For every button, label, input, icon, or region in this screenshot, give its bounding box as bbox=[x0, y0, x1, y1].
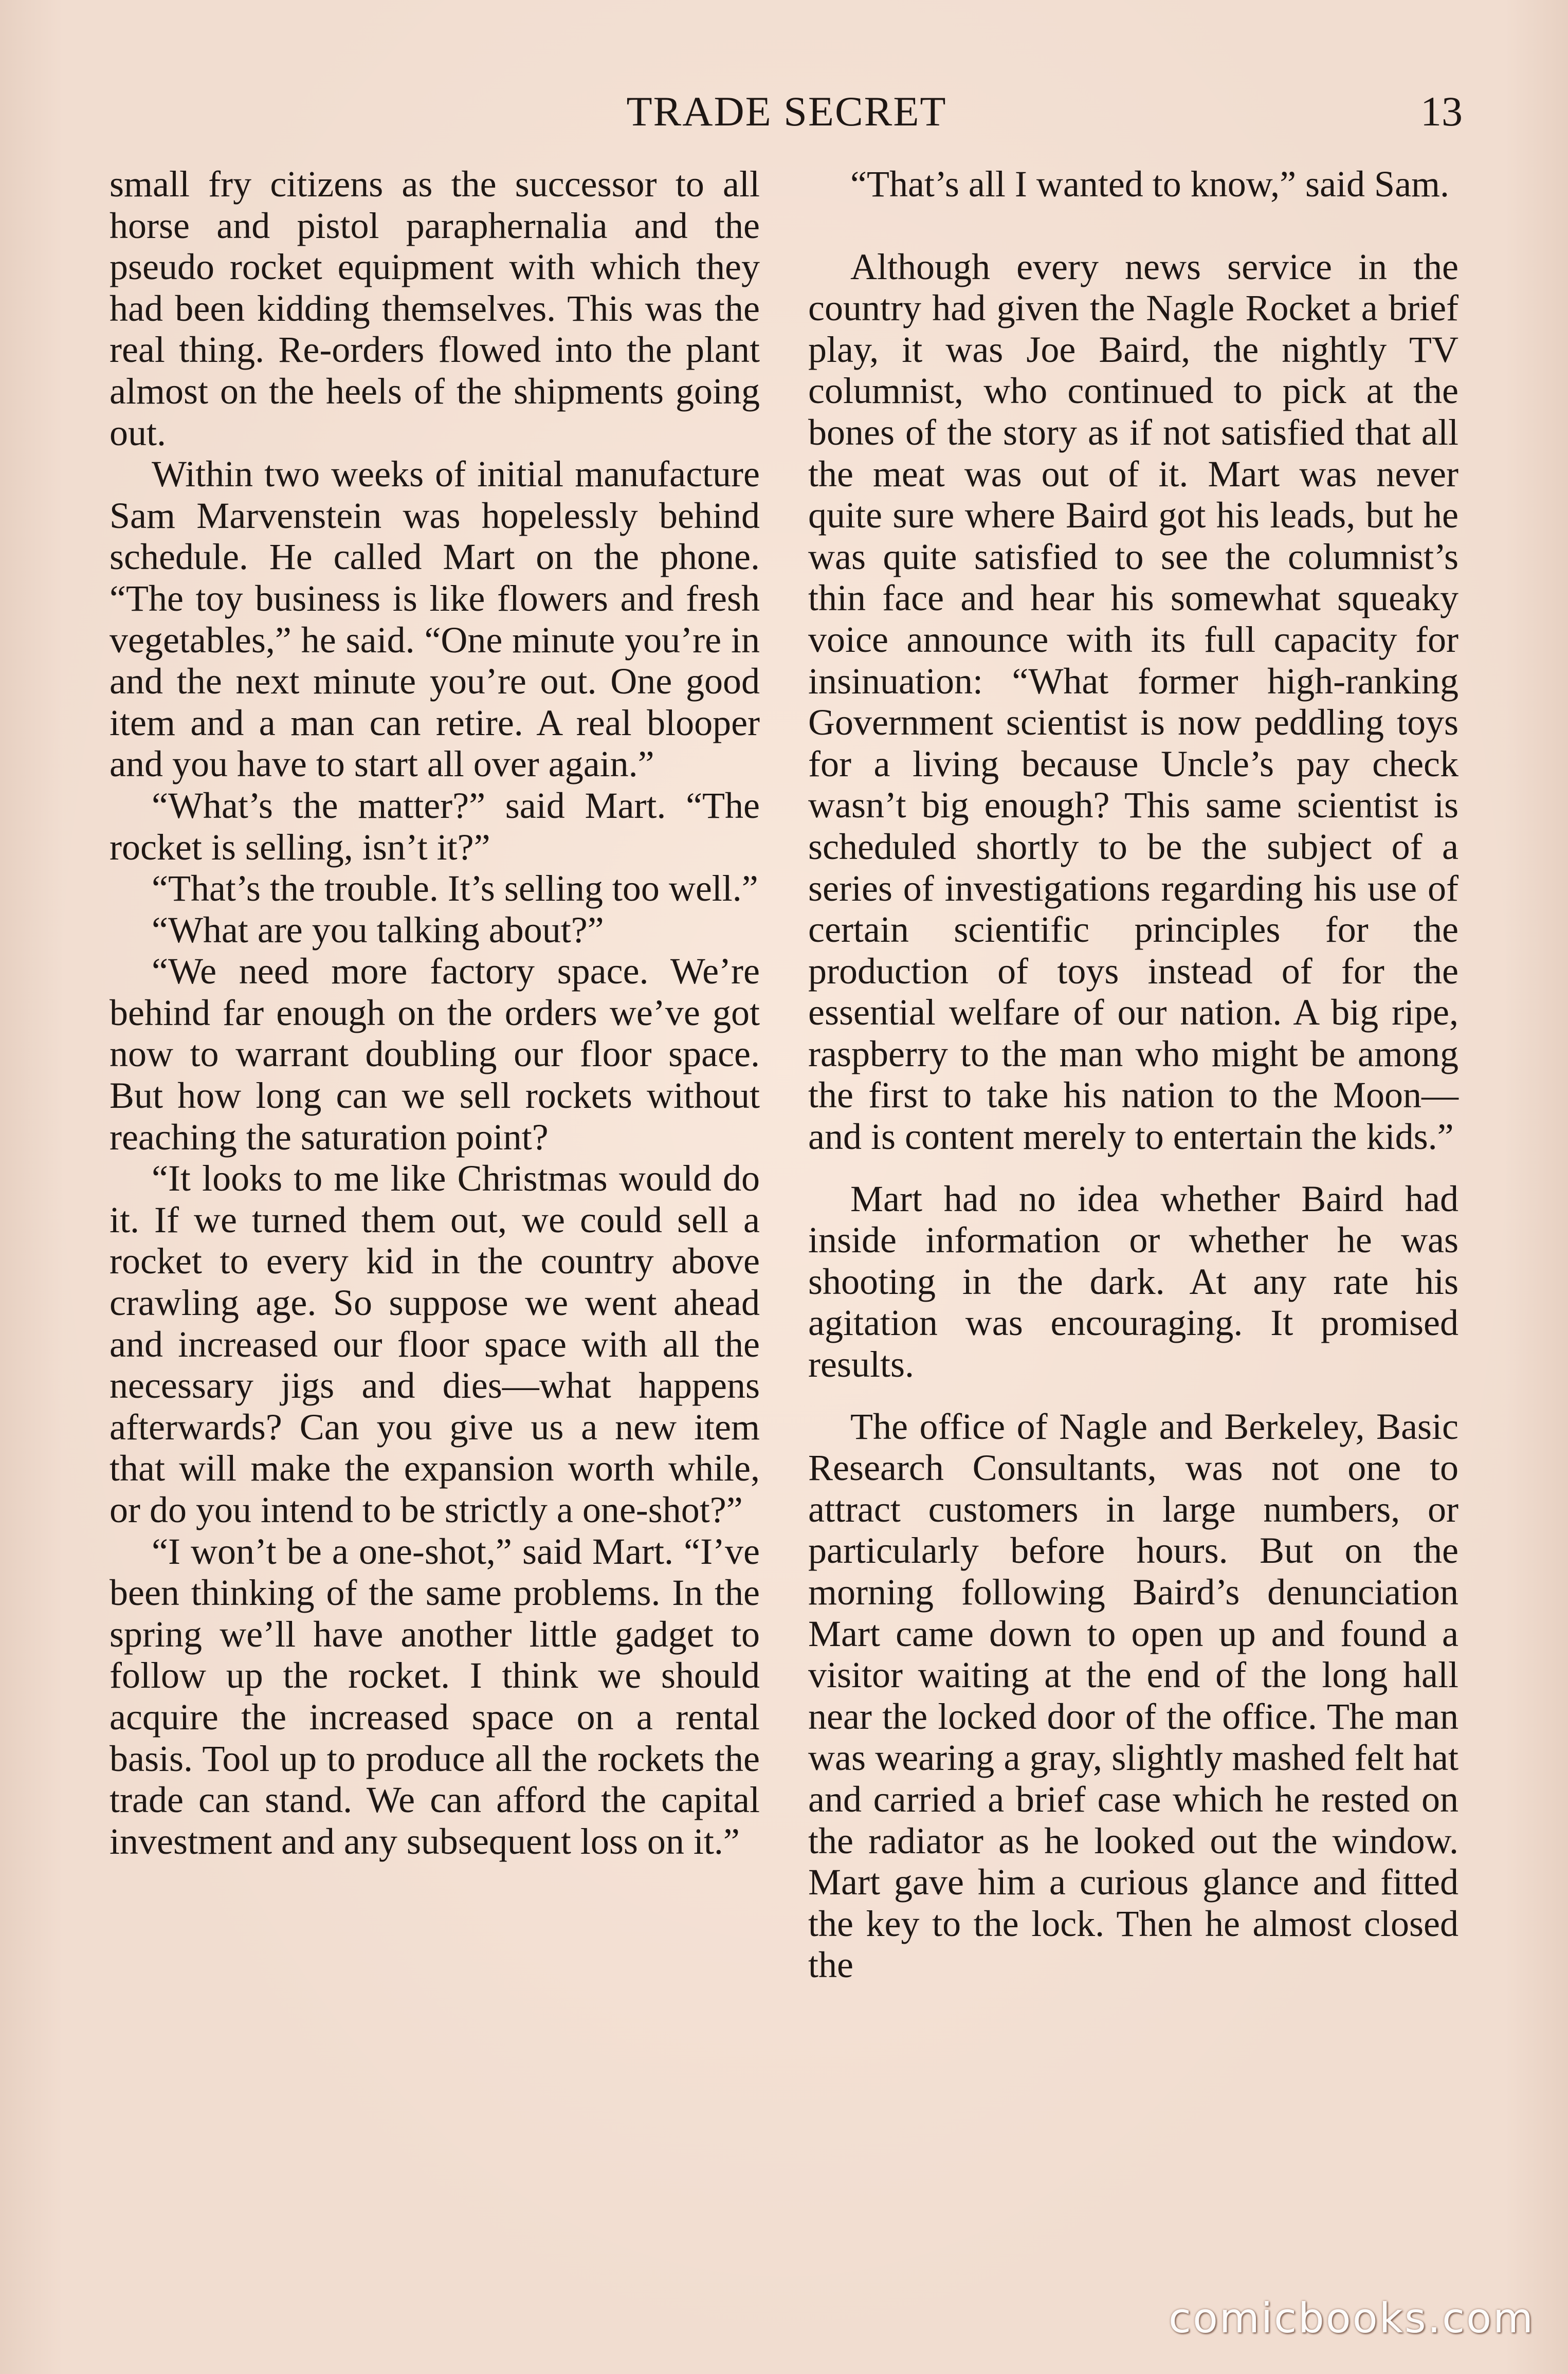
page-number: 13 bbox=[1420, 88, 1463, 135]
watermark: comicbooks.com bbox=[1168, 2294, 1535, 2342]
paragraph: “What’s the matter?” said Mart. “The rocket is selling, isn’t it?” bbox=[110, 784, 760, 868]
paragraph: small fry citizens as the successor to all horse and pistol paraphernalia and the pseudo rocket equipment with which they had been kidding themselves. This was the real thing. Re-orders flowed into the plant almost on the heels of the shipments going out. bbox=[110, 163, 760, 453]
page-header bbox=[111, 87, 1463, 149]
running-head: TRADE SECRET bbox=[626, 88, 947, 135]
left-column bbox=[110, 163, 760, 1862]
paragraph: “What are you talking about?” bbox=[152, 909, 604, 951]
paragraph: “It looks to me like Christmas would do it. If we turned them out, we could sell a rocket to every kid in the country above crawling age. So suppose we went ahead and increased our floor space with all the necessary jigs and dies—what happens afterwards? Can you give us a new item that will make the expansion worth while, or do you intend to be strictly a one-shot?” bbox=[110, 1158, 760, 1530]
paragraph: “I won’t be a one-shot,” said Mart. “I’ve been thinking of the same problems. In the spring we’ll have another little gadget to follow up the rocket. I think we should acquire the increased space on a rental basis. Tool up to produce all the rockets the trade can stand. We can afford the capital investment and any subsequent loss on it.” bbox=[110, 1530, 760, 1862]
paragraph: “That’s all I wanted to know,” said Sam. bbox=[850, 163, 1450, 205]
right-column bbox=[808, 163, 1458, 1986]
paragraph: “That’s the trouble. It’s selling too well.” bbox=[152, 868, 758, 909]
paragraph: The office of Nagle and Berkeley, Basic Research Consultants, was not one to attract customers in large numbers, or particularly before hours. But on the morning following Baird’s denunciation Mart came down to open up and found a visitor waiting at the end of the long hall near the locked door of the office. The man was wearing a gray, slightly mashed felt hat and carried a brief case which he rested on the radiator as he looked out the window. Mart gave him a curious glance and fitted the key to the lock. Then he almost closed the bbox=[808, 1405, 1458, 1986]
paragraph: Mart had no idea whether Baird had inside information or whether he was shooting in the dark. At any rate his agitation was encouraging. It promised results. bbox=[808, 1178, 1458, 1385]
paragraph: Within two weeks of initial manufacture Sam Marvenstein was hopelessly behind schedule. He called Mart on the phone. “The toy business is like flowers and fresh vegetables,” he said. “One minute you’re in and the next minute you’re out. One good item and a man can retire. A real blooper and you have to start all over again.” bbox=[110, 453, 760, 785]
paragraph: Although every news service in the country had given the Nagle Rocket a brief play, it was Joe Baird, the nightly TV columnist, who continued to pick at the bones of the story as if not satisfied that all the meat was out of it. Mart was never quite sure where Baird got his leads, but he was quite satisfied to see the columnist’s thin face and hear his somewhat squeaky voice announce with its full capacity for insinuation: “What former high-ranking Government scientist is now peddling toys for a living because Uncle’s pay check wasn’t big enough? This same scientist is scheduled shortly to be the subject of a series of investigations regarding his use of certain scientific principles for the production of toys instead of for the essential welfare of our nation. A big ripe, raspberry to the man who might be among the first to take his nation to the Moon—and is content merely to entertain the kids.” bbox=[808, 246, 1458, 1158]
paragraph: “We need more factory space. We’re behind far enough on the orders we’ve got now to warrant doubling our floor space. But how long can we sell rockets without reaching the saturation point? bbox=[110, 951, 760, 1158]
